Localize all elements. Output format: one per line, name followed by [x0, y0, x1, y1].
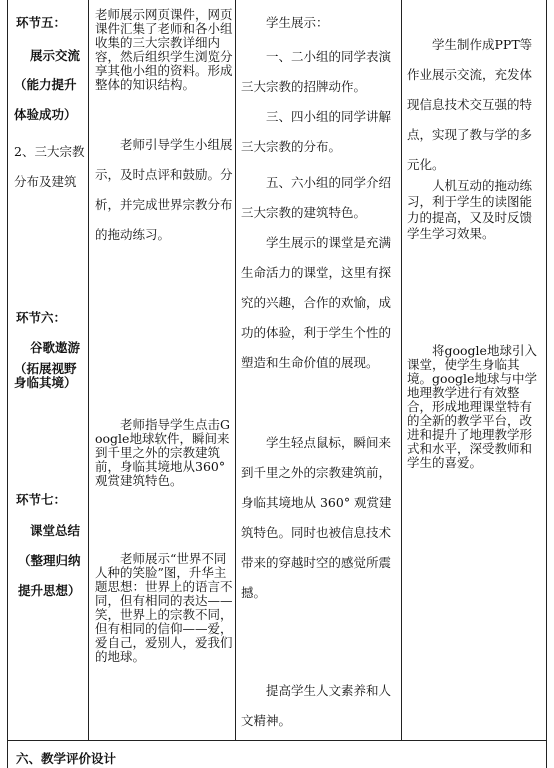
column-divider-2 [235, 0, 236, 740]
design-intent-3: 将google地球引入课堂，使学生身临其境。google地球与中学地理教学进行有效整合，形成地理课堂特有的全新的教学平台，改进和提升了地理教学形式和水平，深受教师和学生的喜爱。 [407, 343, 537, 470]
stage5-title: 环节五： [16, 15, 67, 30]
teacher-activity-4: 老师展示“世界不同人种的笑脸”图，升华主题思想：世界上的语言不同，但有相同的表达——笑，世界上的宗教不同，但有相同的信仰——爱，爱自己，爱别人，爱我们的地球。 [95, 551, 233, 664]
table-border-right [546, 0, 547, 768]
design-intent-2: 人机互动的拖动练习，利于学生的读图能力的提高，又及时反馈学生学习效果。 [407, 178, 533, 241]
stage6-title: 环节六： [16, 310, 67, 325]
row-divider [7, 740, 547, 741]
stage5-name: 展示交流 [30, 48, 81, 63]
student-activity-humanities: 提高学生人文素养和人文精神。 [241, 683, 392, 728]
teacher-activity-3: 老师指导学生点击Google地球软件，瞬间来到千里之外的宗教建筑前，身临其境地从360°观赏建筑特色。 [95, 417, 230, 488]
stage7-name: 课堂总结 [30, 523, 81, 538]
stage5-goal: （能力提升体验成功） [14, 77, 77, 122]
section-title: 六、教学评价设计 [16, 751, 117, 766]
stage6-goal: （拓展视野身临其境） [14, 361, 77, 390]
student-activity-summary: 学生展示的课堂是充满生命活力的课堂，这里有探究的兴趣，合作的欢愉，成功的体验，利于学生个性的塑造和生命价值的展现。 [241, 235, 392, 370]
student-activity-heading: 学生展示： [266, 15, 329, 30]
table-border-left [7, 0, 8, 768]
column-divider-1 [88, 0, 89, 740]
stage6-name: 谷歌遨游 [30, 340, 81, 355]
teacher-activity-2: 老师引导学生小组展示，及时点评和鼓励。分析，并完成世界宗教分布的拖动练习。 [95, 137, 233, 242]
design-intent-1: 学生制作成PPT等作业展示交流，充发体现信息技术交互强的特点，实现了教与学的多元化。 [407, 37, 533, 172]
student-activity-group34: 三、四小组的同学讲解三大宗教的分布。 [241, 109, 392, 154]
student-activity-google-earth: 学生轻点鼠标，瞬间来到千里之外的宗教建筑前，身临其境地从 360° 观赏建筑特色。同时也被信息技术带来的穿越时空的感觉所震撼。 [241, 435, 392, 600]
stage5-item: 2、三大宗教分布及建筑 [14, 144, 85, 189]
column-divider-3 [401, 0, 402, 740]
teacher-activity-1: 老师展示网页课件，网页课件汇集了老师和各小组收集的三大宗教详细内容，然后组织学生浏览分享其他小组的资料。形成整体的知识结构。 [95, 7, 233, 92]
stage7-title: 环节七： [16, 492, 67, 507]
student-activity-group56: 五、六小组的同学介绍三大宗教的建筑特色。 [241, 175, 392, 220]
stage7-goal: （整理归纳提升思想） [18, 553, 81, 598]
student-activity-group12: 一、二小组的同学表演三大宗教的招牌动作。 [241, 49, 392, 94]
